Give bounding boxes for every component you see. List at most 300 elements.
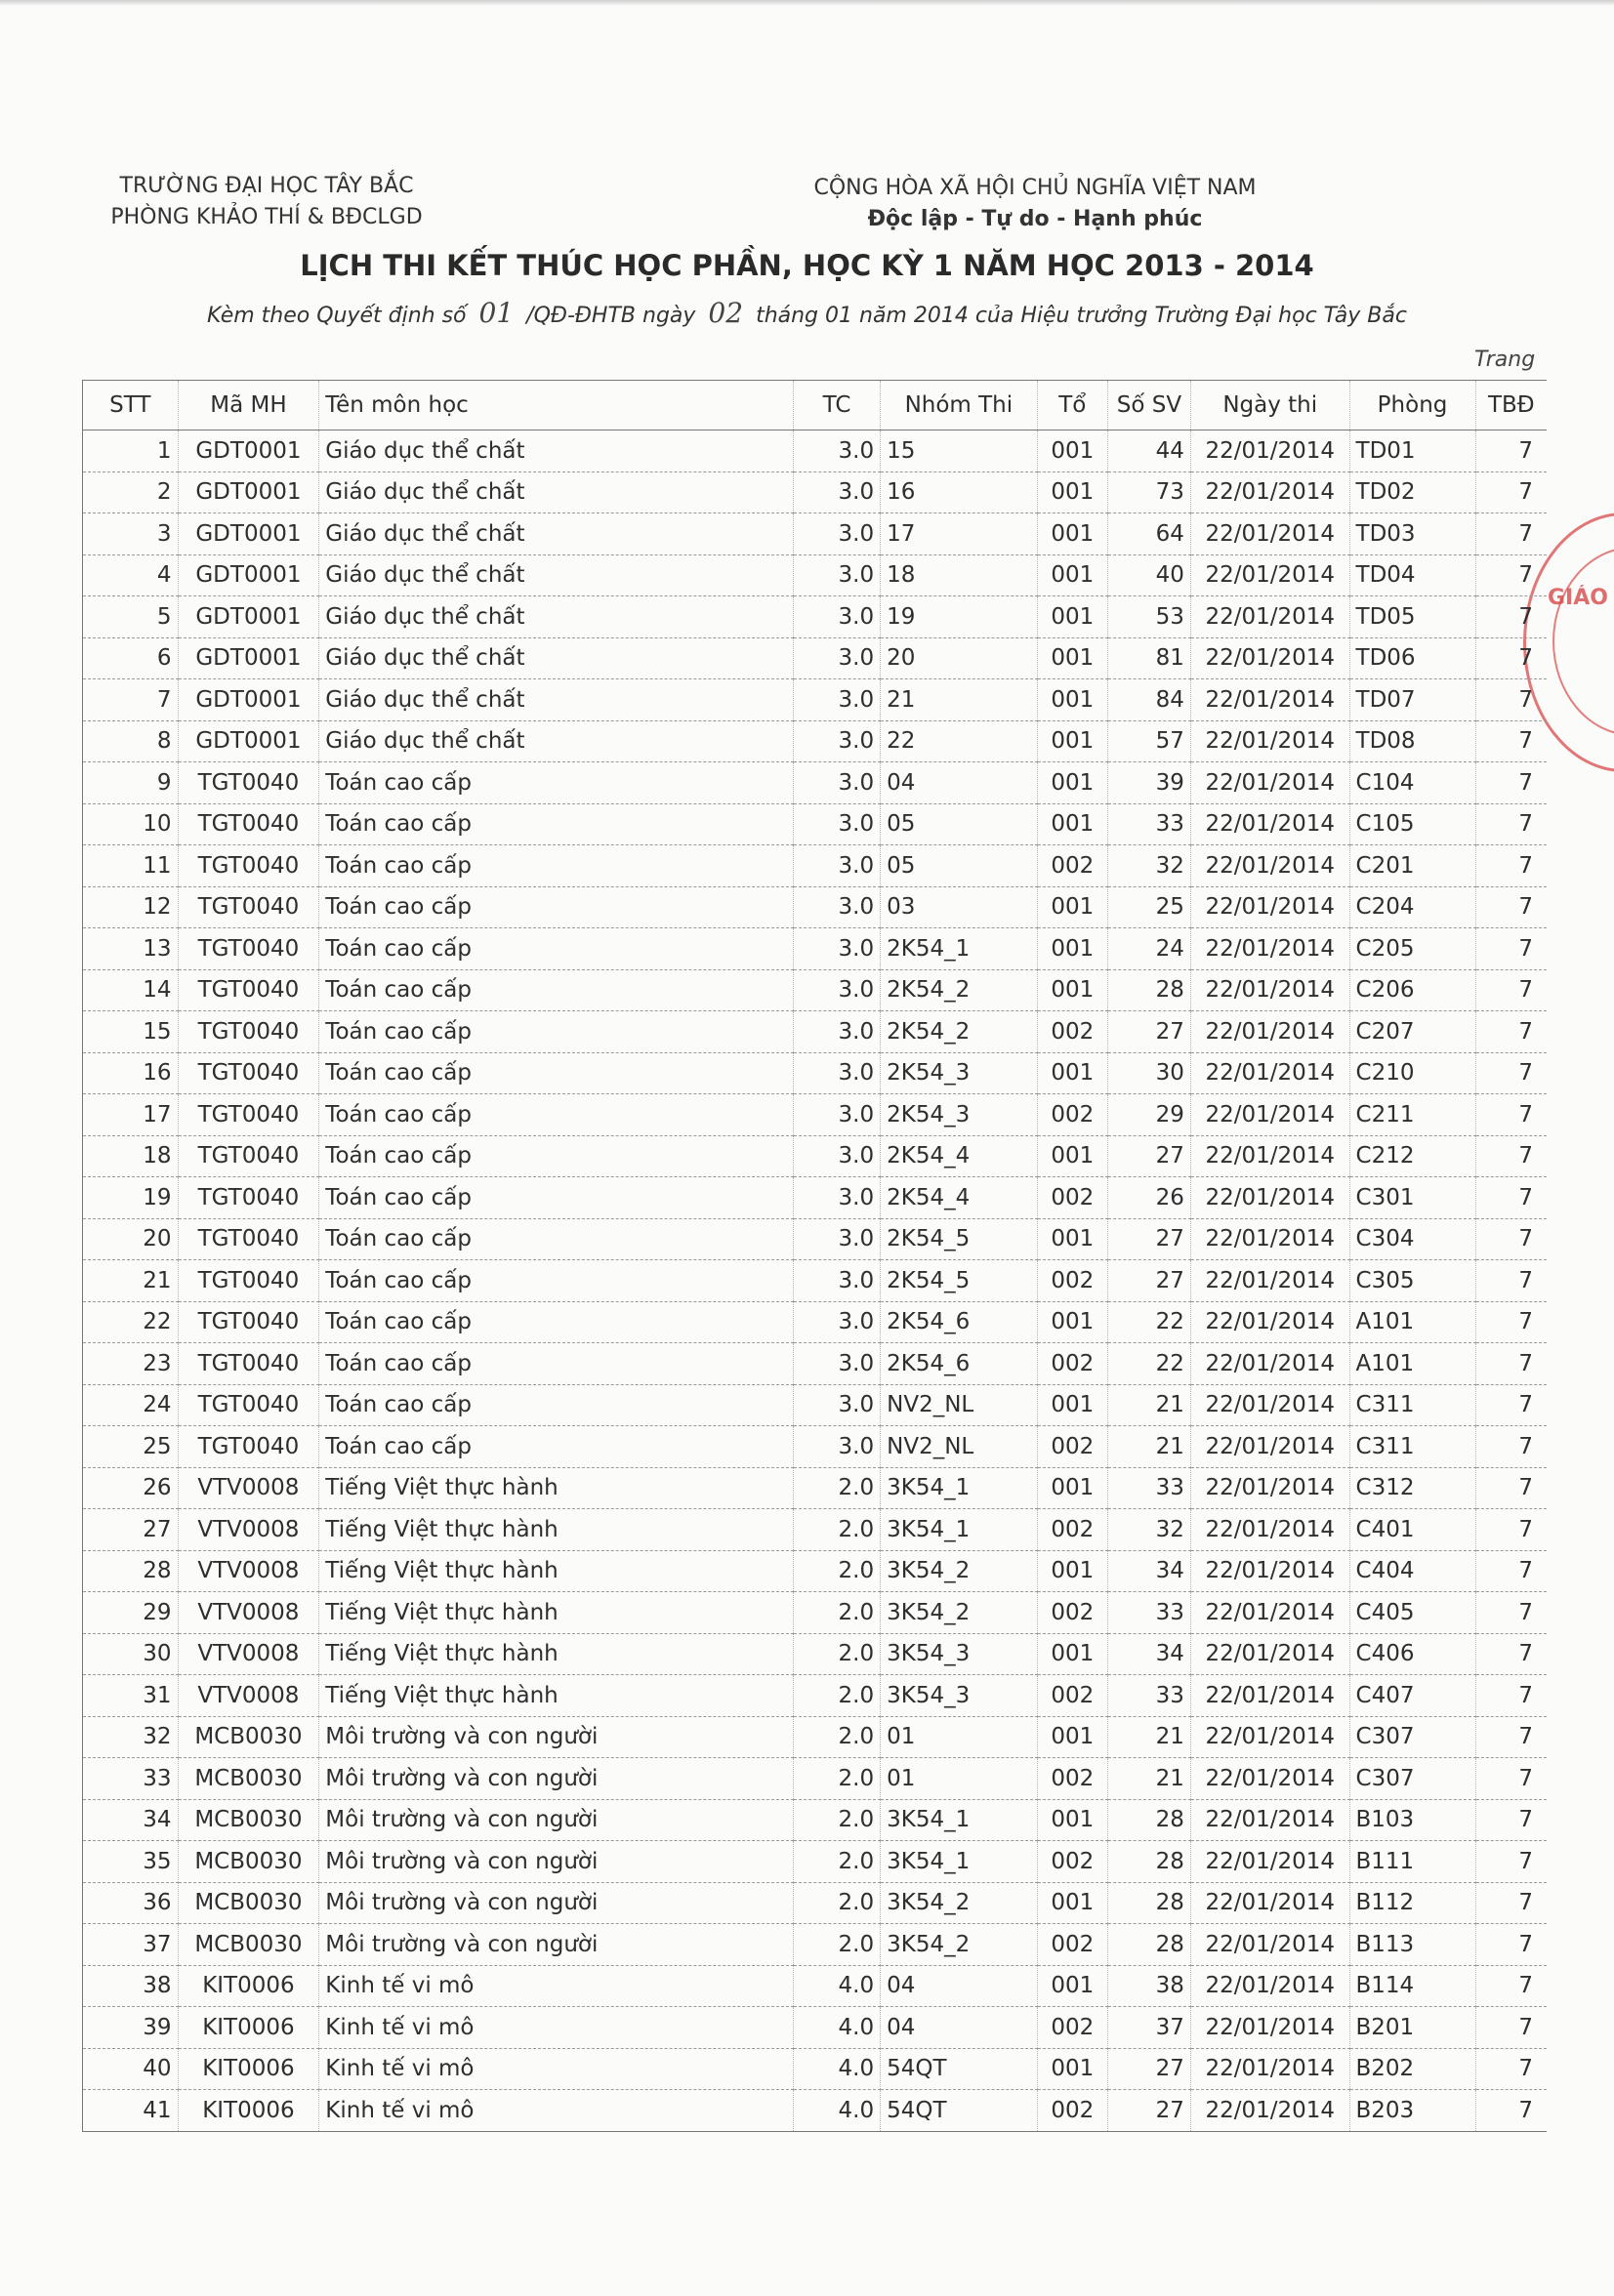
cell-stt: 9 xyxy=(83,762,179,804)
cell-nhom-thi: 54QT xyxy=(881,2048,1037,2090)
cell-to: 002 xyxy=(1037,1260,1107,1302)
table-row xyxy=(83,1550,1548,1592)
cell-ma-mh: GDT0001 xyxy=(178,720,319,762)
cell-to: 001 xyxy=(1037,1799,1107,1841)
cell-ten-mon: Tiếng Việt thực hành xyxy=(319,1675,794,1717)
cell-tbd: 7 xyxy=(1475,1301,1547,1343)
cell-nhom-thi: 19 xyxy=(881,596,1037,638)
cell-nhom-thi: 3K54_1 xyxy=(881,1467,1037,1509)
cell-ten-mon: Giáo dục thể chất xyxy=(319,596,794,638)
cell-ma-mh: TGT0040 xyxy=(178,1343,319,1385)
cell-tbd: 7 xyxy=(1475,1384,1547,1426)
cell-nhom-thi: 2K54_5 xyxy=(881,1218,1037,1260)
cell-tbd: 7 xyxy=(1475,596,1547,638)
cell-tbd: 7 xyxy=(1475,2007,1547,2049)
cell-phong: C201 xyxy=(1349,845,1475,887)
cell-nhom-thi: 3K54_1 xyxy=(881,1509,1037,1551)
cell-tbd: 7 xyxy=(1475,472,1547,513)
cell-tc: 3.0 xyxy=(793,969,880,1011)
cell-nhom-thi: 3K54_2 xyxy=(881,1882,1037,1924)
cell-stt: 18 xyxy=(83,1135,179,1177)
table-row xyxy=(83,720,1548,762)
cell-ngay-thi: 22/01/2014 xyxy=(1190,1550,1349,1592)
cell-so-sv: 27 xyxy=(1107,1260,1190,1302)
cell-tc: 3.0 xyxy=(793,472,880,513)
cell-so-sv: 27 xyxy=(1107,2048,1190,2090)
cell-ngay-thi: 22/01/2014 xyxy=(1190,1426,1349,1468)
cell-tbd: 7 xyxy=(1475,1509,1547,1551)
cell-ten-mon: Môi trường và con người xyxy=(319,1716,794,1758)
col-header-to: Tổ xyxy=(1037,381,1107,430)
cell-to: 001 xyxy=(1037,1384,1107,1426)
cell-tbd: 7 xyxy=(1475,1799,1547,1841)
cell-ngay-thi: 22/01/2014 xyxy=(1190,554,1349,596)
cell-stt: 5 xyxy=(83,596,179,638)
cell-tc: 4.0 xyxy=(793,2007,880,2049)
cell-to: 002 xyxy=(1037,1177,1107,1219)
cell-stt: 13 xyxy=(83,928,179,970)
cell-so-sv: 28 xyxy=(1107,1882,1190,1924)
table-row xyxy=(83,1758,1548,1800)
cell-tbd: 7 xyxy=(1475,1177,1547,1219)
cell-so-sv: 32 xyxy=(1107,845,1190,887)
cell-to: 001 xyxy=(1037,1633,1107,1675)
col-header-ma-mh: Mã MH xyxy=(178,381,319,430)
cell-ma-mh: MCB0030 xyxy=(178,1882,319,1924)
subtitle-mid: /QĐ-ĐHTB ngày xyxy=(526,304,696,328)
cell-nhom-thi: 3K54_1 xyxy=(881,1841,1037,1883)
cell-tc: 3.0 xyxy=(793,886,880,928)
cell-so-sv: 33 xyxy=(1107,1592,1190,1634)
table-row xyxy=(83,430,1548,472)
cell-ngay-thi: 22/01/2014 xyxy=(1190,1758,1349,1800)
cell-tc: 4.0 xyxy=(793,2090,880,2132)
cell-tc: 2.0 xyxy=(793,1675,880,1717)
cell-ma-mh: VTV0008 xyxy=(178,1633,319,1675)
cell-ngay-thi: 22/01/2014 xyxy=(1190,1675,1349,1717)
cell-phong: C301 xyxy=(1349,1177,1475,1219)
cell-ten-mon: Giáo dục thể chất xyxy=(319,720,794,762)
cell-ma-mh: TGT0040 xyxy=(178,1260,319,1302)
cell-ten-mon: Môi trường và con người xyxy=(319,1841,794,1883)
cell-stt: 32 xyxy=(83,1716,179,1758)
cell-so-sv: 38 xyxy=(1107,1965,1190,2007)
cell-stt: 27 xyxy=(83,1509,179,1551)
cell-phong: C406 xyxy=(1349,1633,1475,1675)
cell-ngay-thi: 22/01/2014 xyxy=(1190,1965,1349,2007)
cell-tbd: 7 xyxy=(1475,430,1547,472)
cell-stt: 38 xyxy=(83,1965,179,2007)
cell-phong: TD04 xyxy=(1349,554,1475,596)
cell-nhom-thi: 3K54_2 xyxy=(881,1550,1037,1592)
cell-so-sv: 25 xyxy=(1107,886,1190,928)
cell-nhom-thi: 05 xyxy=(881,803,1037,845)
cell-ten-mon: Toán cao cấp xyxy=(319,928,794,970)
cell-tc: 3.0 xyxy=(793,762,880,804)
cell-to: 002 xyxy=(1037,1094,1107,1136)
cell-so-sv: 24 xyxy=(1107,928,1190,970)
cell-ten-mon: Giáo dục thể chất xyxy=(319,472,794,513)
cell-nhom-thi: 15 xyxy=(881,430,1037,472)
cell-so-sv: 81 xyxy=(1107,637,1190,679)
cell-to: 001 xyxy=(1037,803,1107,845)
cell-stt: 4 xyxy=(83,554,179,596)
cell-tbd: 7 xyxy=(1475,1218,1547,1260)
cell-so-sv: 40 xyxy=(1107,554,1190,596)
cell-ma-mh: TGT0040 xyxy=(178,1094,319,1136)
cell-to: 001 xyxy=(1037,969,1107,1011)
cell-nhom-thi: 01 xyxy=(881,1716,1037,1758)
subtitle-suffix: tháng 01 năm 2014 của Hiệu trưởng Trường Đại học Tây Bắc xyxy=(756,304,1407,328)
table-row xyxy=(83,1467,1548,1509)
cell-stt: 10 xyxy=(83,803,179,845)
cell-stt: 23 xyxy=(83,1343,179,1385)
cell-to: 002 xyxy=(1037,1758,1107,1800)
cell-tbd: 7 xyxy=(1475,886,1547,928)
cell-stt: 20 xyxy=(83,1218,179,1260)
cell-ma-mh: MCB0030 xyxy=(178,1716,319,1758)
cell-stt: 22 xyxy=(83,1301,179,1343)
cell-ngay-thi: 22/01/2014 xyxy=(1190,1177,1349,1219)
cell-ngay-thi: 22/01/2014 xyxy=(1190,803,1349,845)
cell-nhom-thi: 01 xyxy=(881,1758,1037,1800)
cell-tc: 2.0 xyxy=(793,1758,880,1800)
cell-phong: C207 xyxy=(1349,1011,1475,1053)
cell-ngay-thi: 22/01/2014 xyxy=(1190,2090,1349,2132)
cell-nhom-thi: NV2_NL xyxy=(881,1384,1037,1426)
cell-tbd: 7 xyxy=(1475,679,1547,721)
cell-tc: 3.0 xyxy=(793,1177,880,1219)
cell-nhom-thi: 3K54_2 xyxy=(881,1592,1037,1634)
cell-tc: 3.0 xyxy=(793,1218,880,1260)
cell-tbd: 7 xyxy=(1475,1094,1547,1136)
cell-tc: 3.0 xyxy=(793,1135,880,1177)
cell-to: 002 xyxy=(1037,845,1107,887)
cell-ten-mon: Giáo dục thể chất xyxy=(319,637,794,679)
table-row xyxy=(83,1426,1548,1468)
cell-ma-mh: MCB0030 xyxy=(178,1841,319,1883)
cell-ma-mh: TGT0040 xyxy=(178,1177,319,1219)
cell-ma-mh: TGT0040 xyxy=(178,845,319,887)
cell-so-sv: 27 xyxy=(1107,1135,1190,1177)
cell-nhom-thi: 2K54_4 xyxy=(881,1177,1037,1219)
cell-ma-mh: TGT0040 xyxy=(178,1301,319,1343)
cell-ten-mon: Toán cao cấp xyxy=(319,1384,794,1426)
cell-stt: 29 xyxy=(83,1592,179,1634)
cell-stt: 1 xyxy=(83,430,179,472)
cell-stt: 26 xyxy=(83,1467,179,1509)
table-row xyxy=(83,596,1548,638)
cell-nhom-thi: 16 xyxy=(881,472,1037,513)
cell-phong: C407 xyxy=(1349,1675,1475,1717)
cell-ten-mon: Toán cao cấp xyxy=(319,1094,794,1136)
cell-stt: 30 xyxy=(83,1633,179,1675)
national-motto: Độc lập - Tự do - Hạnh phúc xyxy=(867,207,1203,231)
cell-nhom-thi: 21 xyxy=(881,679,1037,721)
cell-nhom-thi: 20 xyxy=(881,637,1037,679)
cell-to: 002 xyxy=(1037,1343,1107,1385)
cell-ten-mon: Toán cao cấp xyxy=(319,1218,794,1260)
cell-ten-mon: Giáo dục thể chất xyxy=(319,513,794,555)
school-name: TRƯỜNG ĐẠI HỌC TÂY BẮC xyxy=(119,174,414,198)
cell-tbd: 7 xyxy=(1475,1343,1547,1385)
cell-phong: C307 xyxy=(1349,1716,1475,1758)
cell-tc: 3.0 xyxy=(793,803,880,845)
cell-phong: TD01 xyxy=(1349,430,1475,472)
cell-tc: 3.0 xyxy=(793,1094,880,1136)
cell-phong: B112 xyxy=(1349,1882,1475,1924)
cell-to: 002 xyxy=(1037,1841,1107,1883)
table-row xyxy=(83,1509,1548,1551)
cell-stt: 21 xyxy=(83,1260,179,1302)
cell-stt: 7 xyxy=(83,679,179,721)
cell-tbd: 7 xyxy=(1475,1135,1547,1177)
cell-phong: C204 xyxy=(1349,886,1475,928)
cell-ma-mh: MCB0030 xyxy=(178,1924,319,1966)
table-row xyxy=(83,1135,1548,1177)
cell-to: 001 xyxy=(1037,1882,1107,1924)
cell-nhom-thi: 04 xyxy=(881,762,1037,804)
cell-ngay-thi: 22/01/2014 xyxy=(1190,886,1349,928)
cell-tc: 3.0 xyxy=(793,637,880,679)
table-row xyxy=(83,762,1548,804)
cell-nhom-thi: 2K54_6 xyxy=(881,1343,1037,1385)
table-row xyxy=(83,2007,1548,2049)
cell-ten-mon: Giáo dục thể chất xyxy=(319,430,794,472)
cell-stt: 40 xyxy=(83,2048,179,2090)
cell-ngay-thi: 22/01/2014 xyxy=(1190,1011,1349,1053)
cell-to: 001 xyxy=(1037,720,1107,762)
cell-ten-mon: Kinh tế vi mô xyxy=(319,2090,794,2132)
cell-ngay-thi: 22/01/2014 xyxy=(1190,845,1349,887)
cell-to: 002 xyxy=(1037,2090,1107,2132)
cell-ma-mh: TGT0040 xyxy=(178,1052,319,1094)
cell-stt: 11 xyxy=(83,845,179,887)
table-row xyxy=(83,1924,1548,1966)
cell-ten-mon: Môi trường và con người xyxy=(319,1882,794,1924)
cell-stt: 25 xyxy=(83,1426,179,1468)
page-label: Trang xyxy=(1474,348,1536,372)
cell-tc: 3.0 xyxy=(793,1301,880,1343)
table-row xyxy=(83,1301,1548,1343)
cell-phong: C312 xyxy=(1349,1467,1475,1509)
table-row xyxy=(83,513,1548,555)
cell-tbd: 7 xyxy=(1475,2090,1547,2132)
cell-ten-mon: Tiếng Việt thực hành xyxy=(319,1509,794,1551)
cell-tbd: 7 xyxy=(1475,1011,1547,1053)
col-header-ngay-thi: Ngày thi xyxy=(1190,381,1349,430)
cell-ngay-thi: 22/01/2014 xyxy=(1190,1301,1349,1343)
subtitle-prefix: Kèm theo Quyết định số xyxy=(207,304,467,328)
col-header-stt: STT xyxy=(83,381,179,430)
cell-to: 002 xyxy=(1037,1426,1107,1468)
table-row xyxy=(83,1052,1548,1094)
cell-so-sv: 22 xyxy=(1107,1343,1190,1385)
cell-ngay-thi: 22/01/2014 xyxy=(1190,1924,1349,1966)
cell-so-sv: 34 xyxy=(1107,1550,1190,1592)
cell-ma-mh: GDT0001 xyxy=(178,513,319,555)
cell-stt: 19 xyxy=(83,1177,179,1219)
table-row xyxy=(83,679,1548,721)
cell-nhom-thi: 03 xyxy=(881,886,1037,928)
cell-tbd: 7 xyxy=(1475,1716,1547,1758)
cell-so-sv: 32 xyxy=(1107,1509,1190,1551)
col-header-tc: TC xyxy=(793,381,880,430)
cell-ngay-thi: 22/01/2014 xyxy=(1190,1716,1349,1758)
cell-ma-mh: KIT0006 xyxy=(178,2090,319,2132)
cell-so-sv: 29 xyxy=(1107,1094,1190,1136)
cell-ma-mh: KIT0006 xyxy=(178,2007,319,2049)
table-row xyxy=(83,969,1548,1011)
cell-phong: C304 xyxy=(1349,1218,1475,1260)
cell-ten-mon: Toán cao cấp xyxy=(319,886,794,928)
subtitle xyxy=(0,297,1614,329)
cell-phong: C401 xyxy=(1349,1509,1475,1551)
table-row xyxy=(83,1675,1548,1717)
cell-to: 001 xyxy=(1037,2048,1107,2090)
cell-nhom-thi: 04 xyxy=(881,2007,1037,2049)
cell-nhom-thi: 3K54_1 xyxy=(881,1799,1037,1841)
cell-to: 002 xyxy=(1037,1924,1107,1966)
cell-stt: 39 xyxy=(83,2007,179,2049)
cell-stt: 41 xyxy=(83,2090,179,2132)
cell-to: 001 xyxy=(1037,1301,1107,1343)
cell-tc: 2.0 xyxy=(793,1592,880,1634)
cell-tc: 3.0 xyxy=(793,845,880,887)
cell-tbd: 7 xyxy=(1475,1550,1547,1592)
cell-ma-mh: KIT0006 xyxy=(178,1965,319,2007)
cell-phong: TD03 xyxy=(1349,513,1475,555)
cell-to: 002 xyxy=(1037,1011,1107,1053)
cell-ten-mon: Toán cao cấp xyxy=(319,1052,794,1094)
scan-edge xyxy=(0,0,1614,6)
cell-to: 001 xyxy=(1037,1052,1107,1094)
table-row xyxy=(83,1218,1548,1260)
cell-so-sv: 64 xyxy=(1107,513,1190,555)
cell-ten-mon: Toán cao cấp xyxy=(319,1301,794,1343)
cell-ma-mh: VTV0008 xyxy=(178,1592,319,1634)
cell-to: 001 xyxy=(1037,554,1107,596)
cell-stt: 35 xyxy=(83,1841,179,1883)
cell-phong: C206 xyxy=(1349,969,1475,1011)
cell-stt: 24 xyxy=(83,1384,179,1426)
cell-to: 002 xyxy=(1037,1509,1107,1551)
cell-phong: B114 xyxy=(1349,1965,1475,2007)
cell-tc: 3.0 xyxy=(793,1260,880,1302)
cell-nhom-thi: 22 xyxy=(881,720,1037,762)
cell-stt: 12 xyxy=(83,886,179,928)
cell-ngay-thi: 22/01/2014 xyxy=(1190,1135,1349,1177)
cell-so-sv: 44 xyxy=(1107,430,1190,472)
cell-ngay-thi: 22/01/2014 xyxy=(1190,1094,1349,1136)
cell-stt: 16 xyxy=(83,1052,179,1094)
cell-nhom-thi: 04 xyxy=(881,1965,1037,2007)
table-row xyxy=(83,1841,1548,1883)
cell-to: 001 xyxy=(1037,762,1107,804)
cell-nhom-thi: 2K54_6 xyxy=(881,1301,1037,1343)
cell-tbd: 7 xyxy=(1475,1426,1547,1468)
cell-tbd: 7 xyxy=(1475,762,1547,804)
table-row xyxy=(83,803,1548,845)
cell-nhom-thi: 17 xyxy=(881,513,1037,555)
cell-so-sv: 28 xyxy=(1107,1924,1190,1966)
cell-phong: TD07 xyxy=(1349,679,1475,721)
cell-ma-mh: TGT0040 xyxy=(178,1384,319,1426)
cell-tbd: 7 xyxy=(1475,928,1547,970)
cell-ngay-thi: 22/01/2014 xyxy=(1190,1841,1349,1883)
cell-ma-mh: GDT0001 xyxy=(178,637,319,679)
cell-so-sv: 73 xyxy=(1107,472,1190,513)
cell-phong: B113 xyxy=(1349,1924,1475,1966)
cell-phong: B203 xyxy=(1349,2090,1475,2132)
cell-ngay-thi: 22/01/2014 xyxy=(1190,596,1349,638)
col-header-phong: Phòng xyxy=(1349,381,1475,430)
cell-so-sv: 39 xyxy=(1107,762,1190,804)
cell-stt: 34 xyxy=(83,1799,179,1841)
cell-ngay-thi: 22/01/2014 xyxy=(1190,1592,1349,1634)
cell-ma-mh: TGT0040 xyxy=(178,969,319,1011)
col-header-so-sv: Số SV xyxy=(1107,381,1190,430)
table-row xyxy=(83,637,1548,679)
cell-tc: 2.0 xyxy=(793,1716,880,1758)
cell-so-sv: 57 xyxy=(1107,720,1190,762)
cell-phong: C404 xyxy=(1349,1550,1475,1592)
cell-tc: 3.0 xyxy=(793,679,880,721)
cell-ten-mon: Tiếng Việt thực hành xyxy=(319,1592,794,1634)
cell-tbd: 7 xyxy=(1475,1965,1547,2007)
cell-ngay-thi: 22/01/2014 xyxy=(1190,720,1349,762)
cell-ten-mon: Giáo dục thể chất xyxy=(319,679,794,721)
cell-tbd: 7 xyxy=(1475,1882,1547,1924)
cell-ngay-thi: 22/01/2014 xyxy=(1190,928,1349,970)
cell-to: 001 xyxy=(1037,472,1107,513)
cell-ma-mh: GDT0001 xyxy=(178,554,319,596)
cell-ma-mh: VTV0008 xyxy=(178,1467,319,1509)
table-row xyxy=(83,886,1548,928)
cell-nhom-thi: 2K54_2 xyxy=(881,1011,1037,1053)
cell-nhom-thi: 2K54_1 xyxy=(881,928,1037,970)
cell-ngay-thi: 22/01/2014 xyxy=(1190,1633,1349,1675)
cell-phong: TD08 xyxy=(1349,720,1475,762)
cell-phong: C104 xyxy=(1349,762,1475,804)
cell-tc: 2.0 xyxy=(793,1633,880,1675)
cell-to: 002 xyxy=(1037,1592,1107,1634)
cell-so-sv: 27 xyxy=(1107,1011,1190,1053)
cell-ma-mh: VTV0008 xyxy=(178,1509,319,1551)
cell-stt: 3 xyxy=(83,513,179,555)
cell-ten-mon: Toán cao cấp xyxy=(319,1426,794,1468)
cell-ngay-thi: 22/01/2014 xyxy=(1190,679,1349,721)
cell-ten-mon: Toán cao cấp xyxy=(319,1260,794,1302)
cell-to: 001 xyxy=(1037,513,1107,555)
cell-tc: 3.0 xyxy=(793,1052,880,1094)
cell-ngay-thi: 22/01/2014 xyxy=(1190,1343,1349,1385)
cell-ma-mh: TGT0040 xyxy=(178,1426,319,1468)
cell-ma-mh: VTV0008 xyxy=(178,1550,319,1592)
cell-stt: 17 xyxy=(83,1094,179,1136)
cell-so-sv: 26 xyxy=(1107,1177,1190,1219)
cell-to: 001 xyxy=(1037,1965,1107,2007)
cell-phong: TD02 xyxy=(1349,472,1475,513)
cell-tbd: 7 xyxy=(1475,1841,1547,1883)
cell-tc: 4.0 xyxy=(793,1965,880,2007)
cell-stt: 8 xyxy=(83,720,179,762)
cell-ten-mon: Toán cao cấp xyxy=(319,845,794,887)
cell-to: 001 xyxy=(1037,928,1107,970)
cell-to: 001 xyxy=(1037,886,1107,928)
cell-so-sv: 33 xyxy=(1107,1467,1190,1509)
cell-tc: 3.0 xyxy=(793,596,880,638)
